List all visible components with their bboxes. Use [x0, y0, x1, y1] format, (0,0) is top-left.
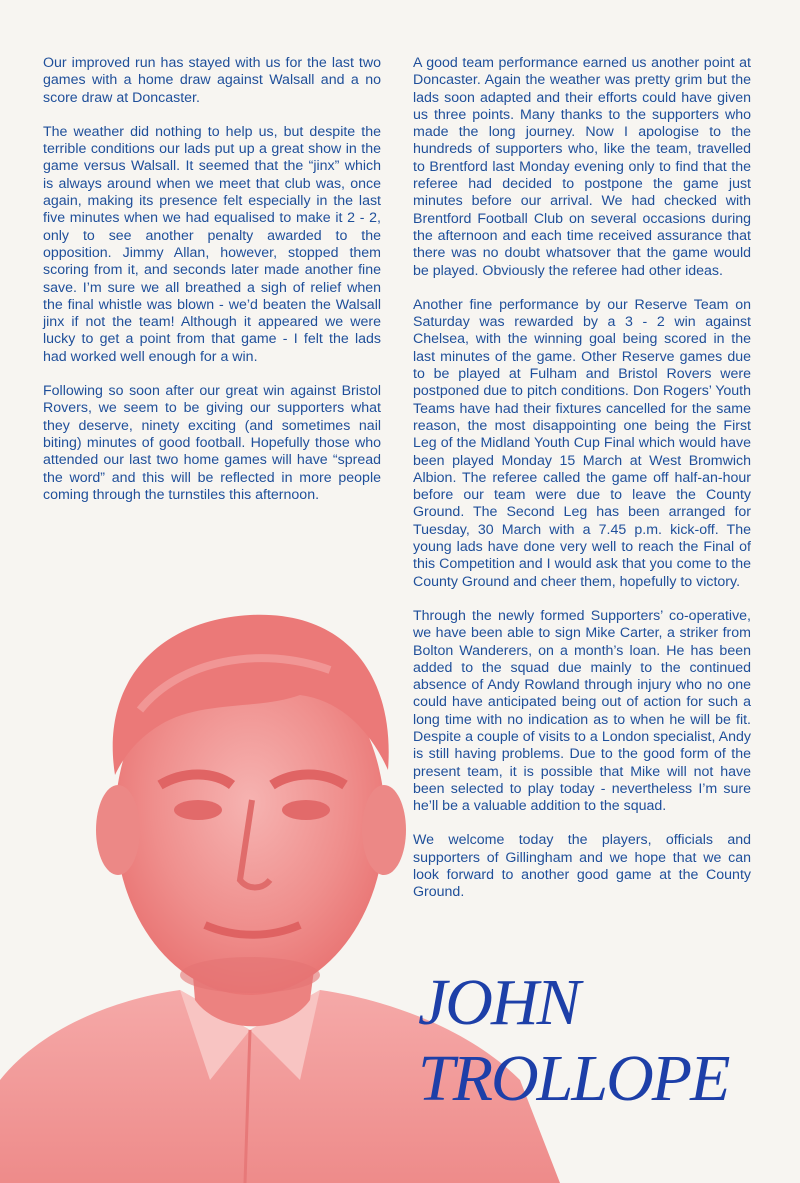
paragraph: The weather did nothing to help us, but despite the terrible conditions our lads put up a great show in the game versus Walsall. It seemed that the “jinx” which is always around when we meet that club was, once again, making its presence felt especially in the last five minutes when we had equalised to make it 2 - 2, only to see another penalty awarded to the opposition. Jimmy Allan, however, stopped them scoring from it, and seconds later made another fine save. I’m sure we all breathed a sigh of relief when the final whistle was blown - we’d beaten the Walsall jinx if not the team! Although it appeared we were lucky to get a point from that game - I felt the lads had worked well enough for a win.: [43, 123, 381, 365]
signature-first-name: JOHN: [418, 966, 579, 1039]
article-left-column: [43, 55, 381, 521]
paragraph: We welcome today the players, officials and supporters of Gillingham and we hope that we can look forward to another good game at the County Ground.: [413, 832, 751, 901]
paragraph: Our improved run has stayed with us for the last two games with a home draw against Walsall and a no score draw at Doncaster.: [43, 55, 381, 106]
author-signature: [418, 965, 728, 1117]
paragraph: Through the newly formed Supporters’ co-operative, we have been able to sign Mike Carter, a striker from Bolton Wanderers, on a month’s loan. He has been added to the squad due mainly to the continued absence of Andy Rowland through injury who no one could have anticipated being out of action for such a long time with no indication as to when he will be fit. Despite a couple of visits to a London specialist, Andy is still having problems. Due to the good form of the present team, it is possible that Mike will not have been selected to play today - nevertheless I’m sure he’ll be a valuable addition to the squad.: [413, 607, 751, 815]
signature-last-name: TROLLOPE: [418, 1042, 729, 1115]
paragraph: A good team performance earned us another point at Doncaster. Again the weather was pretty grim but the lads soon adapted and their efforts could have given us three points. Many thanks to the supporters who made the long journey. Now I apologise to the hundreds of supporters who, like the team, travelled to Brentford last Monday evening only to find that the referee had decided to postpone the game just minutes before our arrival. We had checked with Brentford Football Club on several occasions during the afternoon and each time received assurance that there was no doubt whatsover that the game would be played. Obviously the referee had other ideas.: [413, 55, 751, 279]
paragraph: Following so soon after our great win against Bristol Rovers, we seem to be giving our supporters what they deserve, ninety exciting (and sometimes nail biting) minutes of good football. Hopefully those who attended our last two home games will have “spread the word” and this will be reflected in more people coming through the turnstiles this afternoon.: [43, 383, 381, 503]
article-right-column: [413, 55, 751, 919]
paragraph: Another fine performance by our Reserve Team on Saturday was rewarded by a 3 - 2 win against Chelsea, with the winning goal being scored in the last minutes of the game. Other Reserve games due to be played at Fulham and Bristol Rovers were postponed due to pitch conditions. Don Rogers’ Youth Teams have had their fixtures cancelled for the same reason, the most disappointing one being the First Leg of the Midland Youth Cup Final which would have been played Monday 15 March at West Bromwich Albion. The referee called the game off half-an-hour before our team were due to leave the County Ground. The Second Leg has been arranged for Tuesday, 30 March with a 7.45 p.m. kick-off. The young lads have done very well to reach the Final of this Competition and I would ask that you come to the County Ground and cheer them, hopefully to victory.: [413, 296, 751, 590]
